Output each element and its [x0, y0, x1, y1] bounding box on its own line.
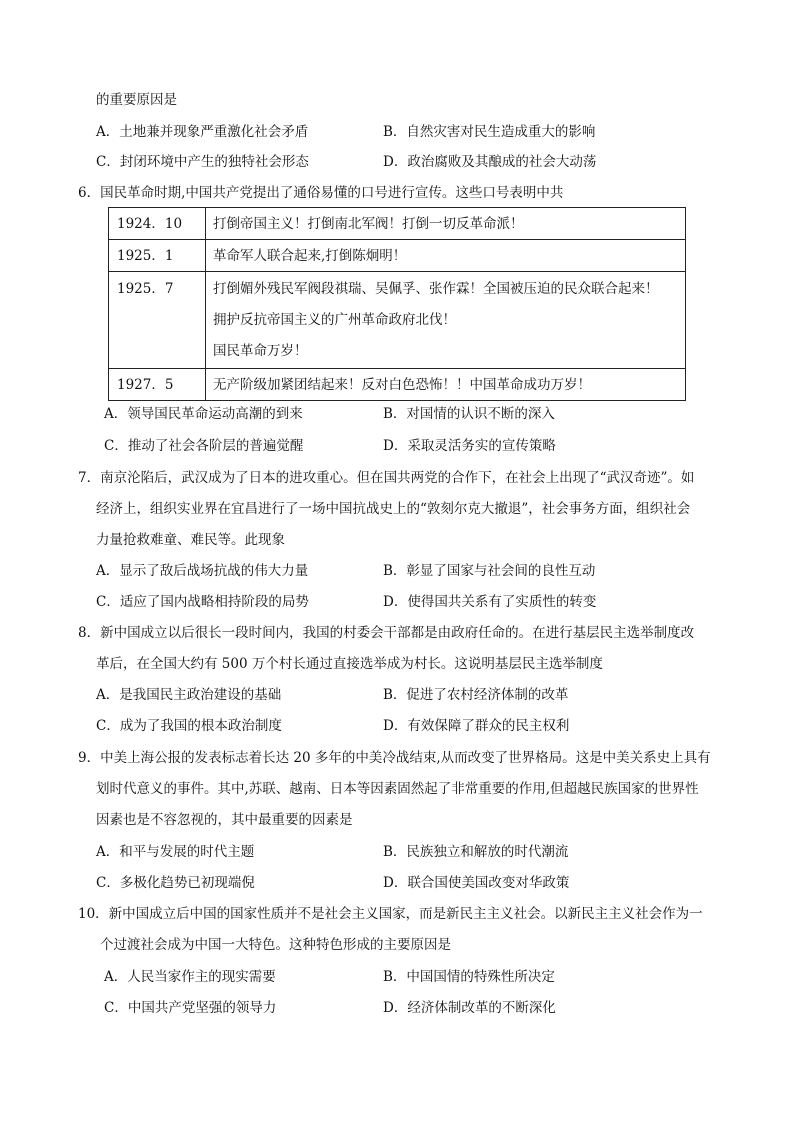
- q8-stem-line-2: 革后，在全国大约有 500 万个村长通过直接选举成为村长。这说明基层民主选举制度: [96, 656, 603, 672]
- table-row: [109, 369, 686, 401]
- q5-stem-tail: 的重要原因是: [96, 92, 177, 108]
- q9-stem-line-1: 9．中美上海公报的发表标志着长达 20 多年的中美冷战结束,从而改变了世界格局。这是中美关系史上具有: [78, 750, 711, 766]
- q6-stem: 6．国民革命时期,中国共产党提出了通俗易懂的口号进行宣传。这些口号表明中共: [78, 185, 564, 201]
- table-cell-date: 1925．7: [109, 272, 206, 369]
- table-cell-slogan: 打倒媚外残民军阀段祺瑞、吴佩孚、张作霖！全国被压迫的民众联合起来！ 拥护反抗帝国主义的广州革命政府北伐！ 国民革命万岁！: [206, 272, 686, 369]
- q7-stem-line-3: 力量抢救难童、难民等。此现象: [96, 532, 285, 548]
- q10-option-d[interactable]: D．经济体制改革的不断深化: [383, 1000, 556, 1016]
- q10-stem-line-2: 个过渡社会成为中国一大特色。这种特色形成的主要原因是: [100, 937, 451, 953]
- q6-option-c[interactable]: C．推动了社会各阶层的普遍觉醒: [104, 438, 304, 454]
- q9-stem-line-3: 因素也是不容忽视的，其中最重要的因素是: [96, 812, 353, 828]
- slogan-table: [108, 207, 686, 401]
- q7-stem-line-2: 经济上，组织实业界在宜昌进行了一场中国抗战史上的“敦刻尔克大撤退”，社会事务方面，组织社会: [96, 501, 691, 517]
- q5-option-c[interactable]: C．封闭环境中产生的独特社会形态: [96, 154, 309, 170]
- q8-option-a[interactable]: A．是我国民主政治建设的基础: [96, 687, 282, 703]
- q7-option-a[interactable]: A．显示了敌后战场抗战的伟大力量: [96, 563, 309, 579]
- q10-option-b[interactable]: B．中国国情的特殊性所决定: [383, 969, 555, 985]
- table-cell-date: 1927．5: [109, 369, 206, 401]
- table-cell-date: 1925．1: [109, 240, 206, 272]
- q9-option-c[interactable]: C．多极化趋势已初现端倪: [96, 875, 255, 891]
- q7-stem-line-1: 7．南京沦陷后，武汉成为了日本的进攻重心。但在国共两党的合作下，在社会上出现了“武汉奇迹”。如: [78, 470, 695, 486]
- table-row: [109, 272, 686, 369]
- q8-option-d[interactable]: D．有效保障了群众的民主权利: [383, 718, 570, 734]
- q7-option-b[interactable]: B．彰显了国家与社会间的良性互动: [383, 563, 596, 579]
- q6-option-b[interactable]: B．对国情的认识不断的深入: [383, 406, 555, 422]
- q9-option-d[interactable]: D．联合国使美国改变对华政策: [383, 875, 570, 891]
- q9-stem-line-2: 划时代意义的事件。其中,苏联、越南、日本等因素固然起了非常重要的作用,但超越民族国家的世界性: [96, 781, 699, 797]
- q8-stem-line-1: 8．新中国成立以后很长一段时间内，我国的村委会干部都是由政府任命的。在进行基层民主选举制度改: [78, 625, 695, 641]
- table-cell-slogan: 革命军人联合起来,打倒陈炯明！: [206, 240, 686, 272]
- table-row: [109, 240, 686, 272]
- table-cell-date: 1924．10: [109, 208, 206, 240]
- q8-option-c[interactable]: C．成为了我国的根本政治制度: [96, 718, 282, 734]
- q10-option-c[interactable]: C．中国共产党坚强的领导力: [104, 1000, 277, 1016]
- q5-option-b[interactable]: B．自然灾害对民生造成重大的影响: [383, 124, 596, 140]
- q8-option-b[interactable]: B．促进了农村经济体制的改革: [383, 687, 569, 703]
- q10-option-a[interactable]: A．人民当家作主的现实需要: [104, 969, 276, 985]
- q9-option-a[interactable]: A．和平与发展的时代主题: [96, 844, 255, 860]
- q7-option-c[interactable]: C．适应了国内战略相持阶段的局势: [96, 594, 309, 610]
- q5-option-d[interactable]: D．政治腐败及其酿成的社会大动荡: [383, 154, 597, 170]
- q10-stem-line-1: 10．新中国成立后中国的国家性质并不是社会主义国家，而是新民主主义社会。以新民主主义社会作为一: [78, 906, 703, 922]
- q9-option-b[interactable]: B．民族独立和解放的时代潮流: [383, 844, 569, 860]
- table-cell-slogan: 无产阶级加紧团结起来！反对白色恐怖！！中国革命成功万岁！: [206, 369, 686, 401]
- q6-option-d[interactable]: D．采取灵活务实的宣传策略: [383, 438, 556, 454]
- table-cell-slogan: 打倒帝国主义！打倒南北军阀！打倒一切反革命派！: [206, 208, 686, 240]
- q6-option-a[interactable]: A．领导国民革命运动高潮的到来: [104, 406, 303, 422]
- q7-option-d[interactable]: D．使得国共关系有了实质性的转变: [383, 594, 597, 610]
- q5-option-a[interactable]: A．土地兼并现象严重激化社会矛盾: [96, 124, 309, 140]
- table-row: [109, 208, 686, 240]
